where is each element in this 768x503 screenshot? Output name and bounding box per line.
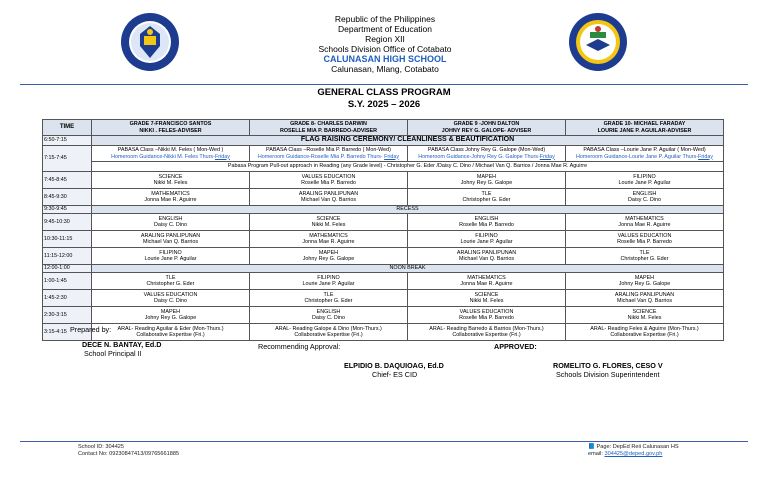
pabasa-pullout-note: Pabasa Program Pull-out approach in Reading (any Grade level) - Christopher G. Eder /Daisy C. Dino / Michael Van Q. Barrios / Jonna Mae R. Aguirre	[92, 162, 724, 172]
grade-9-header: GRADE 9 -JOHN DALTON JOHNY REY G. GALOPE- ADVISER	[408, 120, 566, 136]
header-line-deped: Department of Education	[337, 24, 433, 34]
schedule-cell: MAPEH Johny Rey G. Galope	[250, 248, 408, 265]
schedule-cell: ENGLISH Daisy C. Dino	[250, 307, 408, 324]
table-row	[43, 248, 724, 265]
time-cell: 1:00-1:45	[43, 273, 92, 290]
schedule-cell: SCIENCE Nikki M. Feles	[92, 172, 250, 189]
schedule-cell: FILIPINO Lourie Jane P. Aguilar	[92, 248, 250, 265]
schedule-cell: ARAL- Reading Barredo & Barrios (Mon-Thurs.) Collaborative Expertise (Fri.)	[408, 324, 566, 341]
time-cell: 9:45-10:30	[43, 214, 92, 231]
time-cell: 6:50-7:15	[43, 136, 92, 146]
school-year: S.Y. 2025 – 2026	[347, 99, 421, 110]
schedule-cell: TLE Christopher G. Eder	[408, 189, 566, 206]
email-line: email: 304425@deped.gov.ph	[588, 451, 663, 457]
schedule-cell: MATHEMATICS Jonna Mae R. Aguirre	[92, 189, 250, 206]
schedule-cell: TLE Christopher G. Eder	[566, 248, 724, 265]
schedule-cell: MATHEMATICS Jonna Mae R. Aguirre	[566, 214, 724, 231]
time-cell: 12:00-1:00	[43, 265, 92, 273]
table-row	[43, 324, 724, 341]
calunasan-seal-icon	[568, 12, 628, 72]
contact-number: Contact No: 09230847413/09765661885	[78, 451, 180, 457]
school-name: CALUNASAN HIGH SCHOOL	[323, 54, 447, 64]
time-cell: 10:30-11:15	[43, 231, 92, 248]
approved-label: APPROVED:	[494, 342, 537, 351]
schedule-cell: PABASA Class Johny Rey G. Galope (Mon-Wed) Homeroom Guidance-Johny Rey G. Galope Thurs-Friday	[408, 146, 566, 162]
schedule-cell: VALUES EDUCATION Roselle Mia P. Barredo	[566, 231, 724, 248]
schedule-cell: TLE Christopher G. Eder	[250, 290, 408, 307]
schedule-cell: FILIPINO Lourie Jane P. Aguilar	[566, 172, 724, 189]
table-row	[43, 136, 724, 146]
schedule-cell: FILIPINO Lourie Jane P. Aguilar	[408, 231, 566, 248]
time-cell: 7:15-7:45	[43, 146, 92, 172]
table-row	[43, 307, 724, 324]
time-cell: 7:45-8:45	[43, 172, 92, 189]
principal-name: DECE N. BANTAY, Ed.D	[82, 340, 162, 349]
table-row	[43, 146, 724, 162]
grade-10-header: GRADE 10- MICHAEL FARADAY LOURIE JANE P. AGUILAR-ADVISER	[566, 120, 724, 136]
sds-title: Schools Division Superintendent	[556, 370, 660, 379]
table-row	[43, 214, 724, 231]
time-cell: 8:45-9:30	[43, 189, 92, 206]
schedule-cell: SCIENCE Nikki M. Feles	[250, 214, 408, 231]
noon-break-band: NOON BREAK	[92, 265, 724, 273]
schedule-cell: ARALING PANLIPUNAN Michael Van Q. Barrios	[250, 189, 408, 206]
footer-online-info	[588, 444, 679, 458]
schedule-cell: ARAL- Reading Aguilar & Eder (Mon-Thurs.) Collaborative Expertise (Fri.)	[92, 324, 250, 341]
table-row	[43, 162, 724, 172]
schedule-cell: VALUES EDUCATION Roselle Mia P. Barredo	[408, 307, 566, 324]
table-row	[43, 290, 724, 307]
time-cell: 11:15-12:00	[43, 248, 92, 265]
table-header-row	[43, 120, 724, 136]
grade-8-header: GRADE 8- CHARLES DARWIN ROSELLE MIA P. BARREDO-ADVISER	[250, 120, 408, 136]
table-row	[43, 273, 724, 290]
footer-divider	[20, 441, 748, 442]
time-header: TIME	[43, 120, 92, 136]
schedule-cell: ARALING PANLIPUNAN Michael Van Q. Barrios	[408, 248, 566, 265]
schedule-cell: ARAL- Reading Feles & Aguirre (Mon-Thurs.) Collaborative Expertise (Fri.)	[566, 324, 724, 341]
time-cell: 1:45-2:30	[43, 290, 92, 307]
schedule-cell: PABASA Class –Roselle Mia P. Barredo ( Mon-Wed) Homeroom Guidance-Roselle Mia P. Barredo Thurs- Friday	[250, 146, 408, 162]
prepared-by-label: Prepared by:	[70, 325, 112, 334]
time-cell: 2:30-3:15	[43, 307, 92, 324]
deped-seal-icon	[120, 12, 180, 72]
document-title: GENERAL CLASS PROGRAM	[317, 87, 451, 98]
school-id: School ID: 304425	[78, 444, 125, 450]
schedule-cell: PABASA Class –Lourie Jane P. Aguilar ( Mon-Wed) Homeroom Guidance-Lourie Jane P. Aguilar Thurs-Friday	[566, 146, 724, 162]
recommending-label: Recommending Approval:	[258, 342, 341, 351]
chief-cid-name: ELPIDIO B. DAQUIOAG, Ed.D	[344, 361, 444, 370]
chief-cid-title: Chief- ES CID	[372, 370, 418, 379]
principal-title: School Principal II	[84, 349, 142, 358]
letterhead	[250, 14, 520, 74]
schedule-cell: ENGLISH Roselle Mia P. Barredo	[408, 214, 566, 231]
schedule-cell: MATHEMATICS Jonna Mae R. Aguirre	[250, 231, 408, 248]
class-program-table	[42, 119, 724, 341]
schedule-cell: MAPEH Johny Rey G. Galope	[408, 172, 566, 189]
time-cell: 9:30-9:45	[43, 206, 92, 214]
schedule-cell: PABASA Class –Nikki M. Feles ( Mon-Wed ) Homeroom Guidance-Nikki M. Feles Thurs-Friday	[92, 146, 250, 162]
schedule-cell: ARALING PANLIPUNAN Michael Van Q. Barrios	[566, 290, 724, 307]
table-row	[43, 231, 724, 248]
header-line-division: Schools Division Office of Cotabato	[318, 44, 452, 54]
schedule-cell: VALUES EDUCATION Roselle Mia P. Barredo	[250, 172, 408, 189]
schedule-cell: ENGLISH Daisy C. Dino	[566, 189, 724, 206]
email-link[interactable]: 304425@deped.gov.ph	[604, 451, 663, 457]
flag-ceremony-band: FLAG RAISING CEREMONY/ CLEANLINESS & BEAUTIFICATION	[92, 136, 724, 146]
schedule-cell: SCIENCE Nikki M. Feles	[408, 290, 566, 307]
schedule-cell: ARAL- Reading Galope & Dino (Mon-Thurs.) Collaborative Expertise (Fri.)	[250, 324, 408, 341]
table-row	[43, 172, 724, 189]
schedule-cell: ARALING PANLIPUNAN Michael Van Q. Barrios	[92, 231, 250, 248]
schedule-cell: MAPEH Johny Rey G. Galope	[566, 273, 724, 290]
footer-school-info	[78, 444, 179, 458]
sds-name: ROMELITO G. FLORES, CESO V	[553, 361, 663, 370]
schedule-cell: VALUES EDUCATION Daisy C. Dino	[92, 290, 250, 307]
time-cell: 3:15-4:15	[43, 324, 92, 341]
facebook-page: 📘 Page: DepEd Reii Calunasan HS	[588, 444, 679, 450]
schedule-cell: MAPEH Johny Rey G. Galope	[92, 307, 250, 324]
table-row	[43, 265, 724, 273]
recess-band: RECESS	[92, 206, 724, 214]
school-address: Calunasan, Mlang, Cotabato	[331, 64, 439, 74]
schedule-cell: FILIPINO Lourie Jane P. Aguilar	[250, 273, 408, 290]
schedule-cell: SCIENCE Nikki M. Feles	[566, 307, 724, 324]
table-row	[43, 206, 724, 214]
header-divider	[20, 84, 748, 85]
schedule-cell: MATHEMATICS Jonna Mae R. Aguirre	[408, 273, 566, 290]
grade-7-header: GRADE 7-FRANCISCO SANTOS NIKKI . FELES-ADVISER	[92, 120, 250, 136]
table-row	[43, 189, 724, 206]
header-line-region: Region XII	[365, 34, 405, 44]
schedule-cell: TLE Christopher G. Eder	[92, 273, 250, 290]
header-line-republic: Republic of the Philippines	[334, 14, 436, 24]
schedule-cell: ENGLISH Daisy C. Dino	[92, 214, 250, 231]
